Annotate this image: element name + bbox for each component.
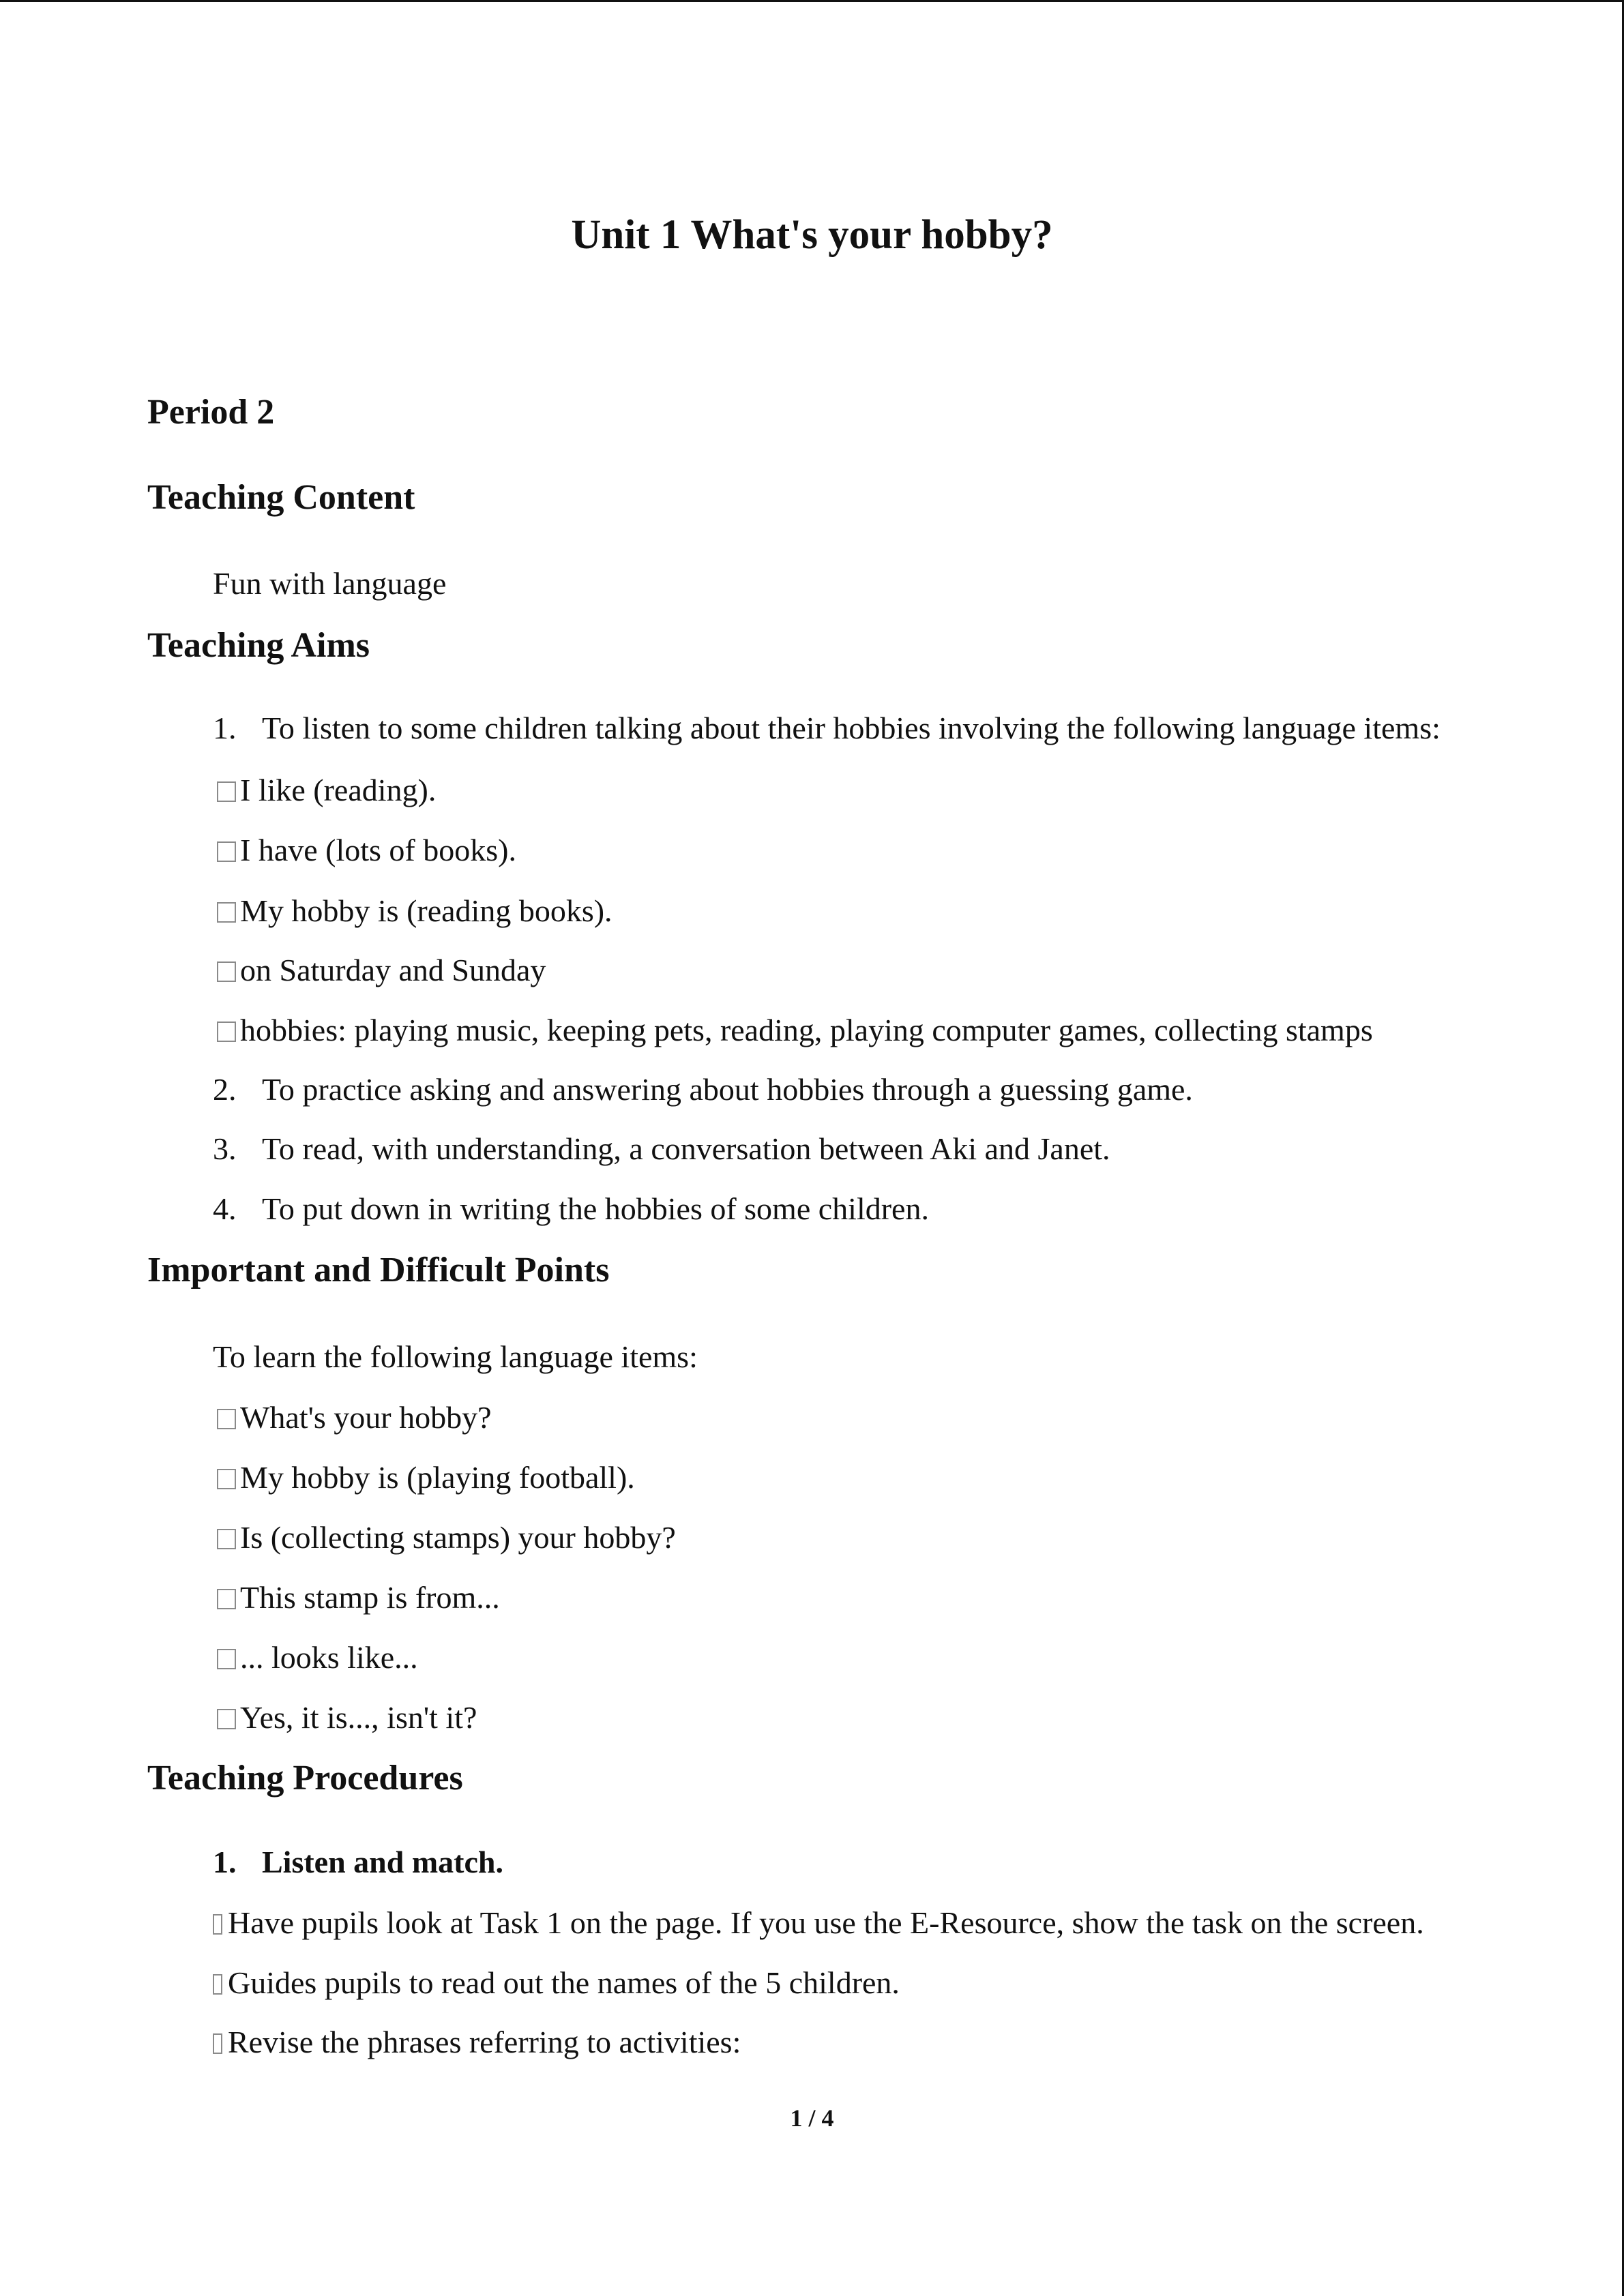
checkbox-square-icon: [217, 1649, 236, 1669]
bullet-placeholder-icon: [213, 2033, 222, 2054]
checkbox-square-icon: [217, 1589, 236, 1609]
aim-text: To listen to some children talking about their hobbies involving the following language items:: [262, 711, 1441, 745]
teaching-procedures-heading: Teaching Procedures: [147, 1759, 463, 1798]
point-language-item: [217, 1639, 418, 1676]
aim-text: To put down in writing the hobbies of some children.: [262, 1191, 929, 1226]
bullet-placeholder-icon: [213, 1974, 222, 1995]
checkbox-square-icon: [217, 1469, 236, 1489]
procedure-item-text: Have pupils look at Task 1 on the page. If you use the E-Resource, show the task on the screen.: [228, 1905, 1424, 1940]
aim-number: 3.: [213, 1131, 237, 1166]
important-points-heading: Important and Difficult Points: [147, 1251, 610, 1289]
document-title: Unit 1 What's your hobby?: [571, 212, 1053, 258]
language-item-text: Yes, it is..., isn't it?: [240, 1700, 477, 1735]
aim-item-4: [213, 1190, 929, 1227]
procedure-item-text: Revise the phrases referring to activities:: [228, 2025, 741, 2059]
checkbox-square-icon: [217, 902, 236, 923]
aim-number: 2.: [213, 1072, 237, 1107]
checkbox-square-icon: [217, 1529, 236, 1549]
point-language-item: [217, 1519, 676, 1556]
checkbox-square-icon: [217, 781, 236, 802]
aim-language-item: [217, 831, 516, 869]
language-item-text: on Saturday and Sunday: [240, 953, 546, 987]
checkbox-square-icon: [217, 841, 236, 862]
teaching-content-heading: Teaching Content: [147, 478, 415, 517]
teaching-content-text: Fun with language: [213, 566, 447, 601]
language-item-text: I like (reading).: [240, 773, 437, 807]
language-item-text: hobbies: playing music, keeping pets, reading, playing computer games, collecting stamps: [240, 1013, 1373, 1047]
procedure-item: [213, 2023, 741, 2061]
bullet-placeholder-icon: [213, 1914, 222, 1935]
step-number: 1.: [213, 1845, 237, 1879]
aim-text: To read, with understanding, a conversation between Aki and Janet.: [262, 1131, 1110, 1166]
point-language-item: [217, 1459, 635, 1496]
aim-number: 1.: [213, 711, 237, 745]
page-number: 1 / 4: [790, 2104, 834, 2132]
aim-language-item: [217, 892, 612, 929]
aim-item-2: [213, 1071, 1193, 1108]
language-item-text: This stamp is from...: [240, 1580, 500, 1615]
aim-language-item: [217, 771, 436, 809]
step-title: Listen and match.: [262, 1845, 503, 1879]
aim-text: To practice asking and answering about hobbies through a guessing game.: [262, 1072, 1193, 1107]
period-heading: Period 2: [147, 393, 275, 432]
procedure-item: [213, 1904, 1424, 1941]
point-language-item: [217, 1699, 477, 1736]
procedure-step-1: [213, 1843, 503, 1881]
language-item-text: What's your hobby?: [240, 1400, 492, 1435]
teaching-aims-heading: Teaching Aims: [147, 626, 370, 665]
aim-number: 4.: [213, 1191, 237, 1226]
language-item-text: ... looks like...: [240, 1640, 418, 1675]
procedure-item-text: Guides pupils to read out the names of the 5 children.: [228, 1965, 900, 2000]
checkbox-square-icon: [217, 1709, 236, 1729]
checkbox-square-icon: [217, 1409, 236, 1429]
procedure-item: [213, 1964, 900, 2001]
checkbox-square-icon: [217, 961, 236, 982]
point-language-item: [217, 1579, 500, 1616]
important-points-intro: To learn the following language items:: [213, 1339, 698, 1374]
aim-item-1: [213, 709, 1441, 747]
aim-language-item: [217, 951, 546, 989]
language-item-text: I have (lots of books).: [240, 833, 516, 867]
point-language-item: [217, 1399, 492, 1436]
checkbox-square-icon: [217, 1022, 236, 1042]
language-item-text: My hobby is (reading books).: [240, 893, 612, 928]
aim-item-3: [213, 1130, 1110, 1167]
aim-language-item: [217, 1011, 1373, 1049]
page-border-top: [0, 0, 1624, 2]
language-item-text: Is (collecting stamps) your hobby?: [240, 1520, 676, 1555]
language-item-text: My hobby is (playing football).: [240, 1460, 635, 1495]
